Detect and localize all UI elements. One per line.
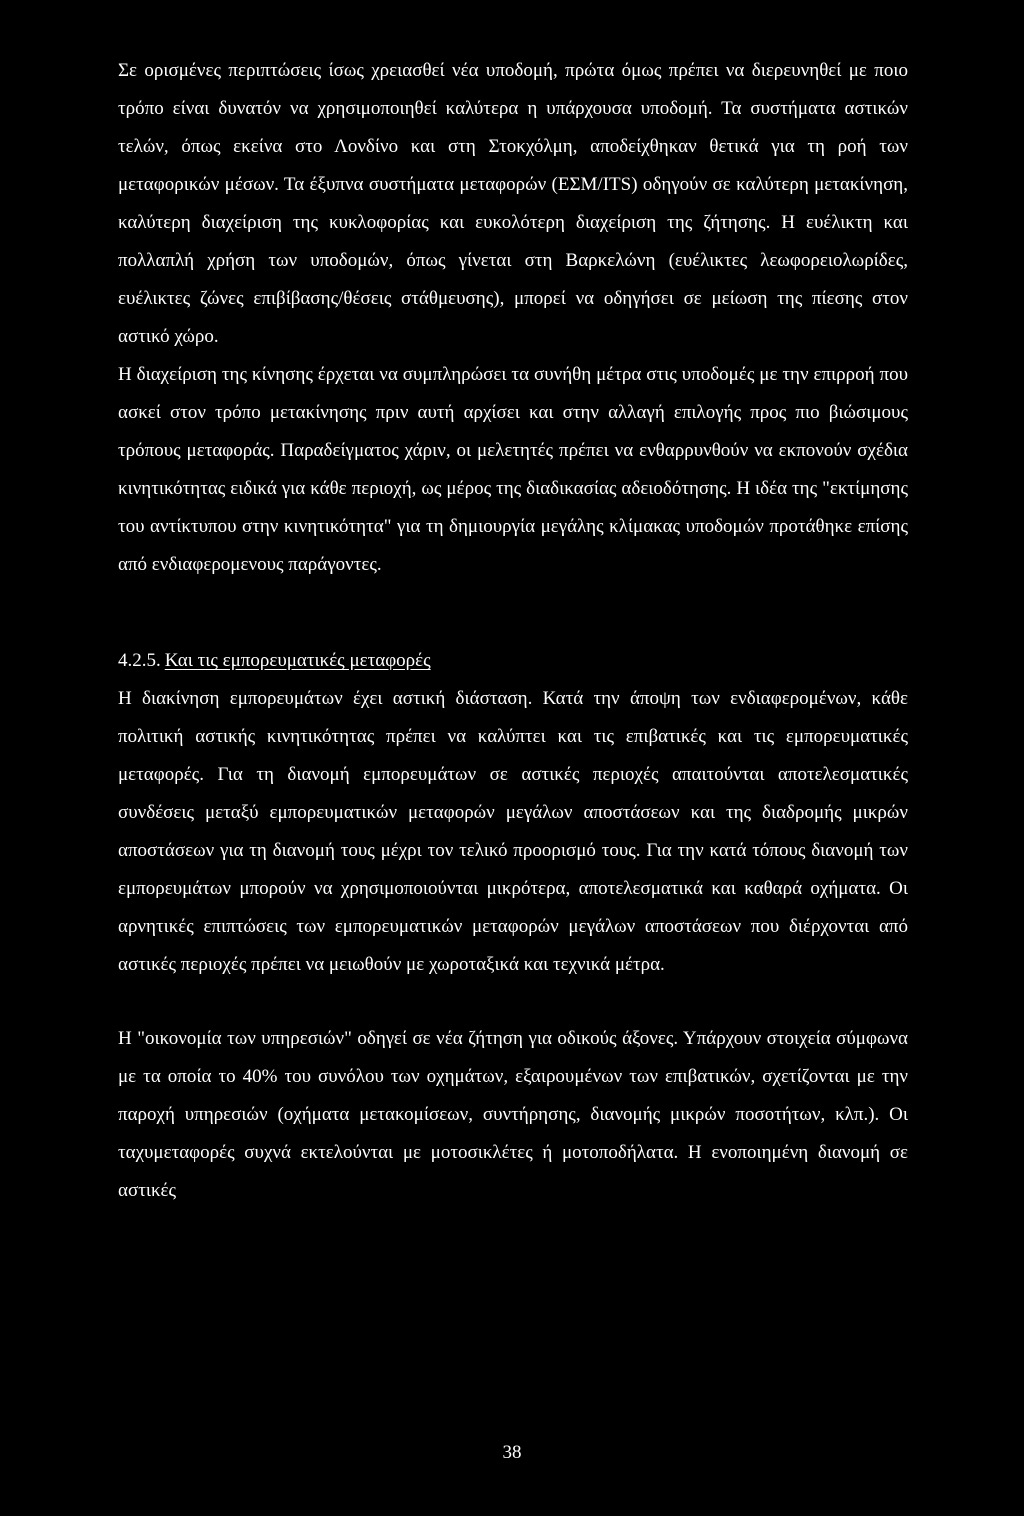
paragraph-traffic-management: Η διαχείριση της κίνησης έρχεται να συμπληρώσει τα συνήθη μέτρα στις υποδομές με την επιρροή που ασκεί στον τρόπο μετακίνησης πριν αυτή αρχίσει και στην αλλαγή επιλογής προς πιο βιώσιμους τρόπους μεταφοράς. Παραδείγματος χάριν, οι μελετητές πρέπει να ενθαρρυνθούν να εκπονούν σχέδια κινητικότητας ειδικά για κάθε περιοχή, ως μέρος της διαδικασίας αδειοδότησης. Η ιδέα της "εκτίμησης του αντίκτυπου στην κινητικότητα" για τη δημιουργία μεγάλης κλίμακας υποδομών προτάθηκε επίσης από ενδιαφερομενους παράγοντες. xyxy=(118,364,908,575)
section-heading xyxy=(118,642,908,680)
document-page xyxy=(118,52,908,1210)
paragraph-freight-transport: Η διακίνηση εμπορευμάτων έχει αστική διάσταση. Κατά την άποψη των ενδιαφερομένων, κάθε πολιτική αστικής κινητικότητας πρέπει να καλύπτει και τις επιβατικές και τις εμπορευματικές μεταφορές. Για τη διανομή εμπορευμάτων σε αστικές περιοχές απαιτούνται αποτελεσματικές συνδέσεις μεταξύ εμπορευματικών μεταφορών μεγάλων αποστάσεων και της διαδρομής μικρών αποστάσεων για τη διανομή τους μέχρι τον τελικό προορισμό τους. Για την κατά τόπους διανομή των εμπορευμάτων μπορούν να χρησιμοποιούνται μικρότερα, αποτελεσματικά και καθαρά οχήματα. Οι αρνητικές επιπτώσεις των εμπορευματικών μεταφορών μεγάλων αποστάσεων που διέρχονται από αστικές περιοχές πρέπει να μειωθούν με χωροταξικά και τεχνικά μέτρα. xyxy=(118,688,908,975)
paragraph-service-economy: Η "οικονομία των υπηρεσιών" οδηγεί σε νέα ζήτηση για οδικούς άξονες. Υπάρχουν στοιχεία σύμφωνα με τα οποία το 40% του συνόλου των οχημάτων, εξαιρουμένων των επιβατικών, σχετίζονται με την παροχή υπηρεσιών (οχήματα μετακομίσεων, συντήρησης, διανομής μικρών ποσοτήτων, κλπ.). Οι ταχυμεταφορές συχνά εκτελούνται με μοτοσικλέτες ή μοτοποδήλατα. Η ενοποιημένη διανομή σε αστικές xyxy=(118,1028,908,1201)
section-title: Και τις εμπορευματικές μεταφορές xyxy=(164,650,431,671)
page-number: 38 xyxy=(502,1442,522,1463)
paragraph-infrastructure: Σε ορισμένες περιπτώσεις ίσως χρειασθεί νέα υποδομή, πρώτα όμως πρέπει να διερευνηθεί με ποιο τρόπο είναι δυνατόν να χρησιμοποιηθεί καλύτερα η υπάρχουσα υποδομή. Τα συστήματα αστικών τελών, όπως εκείνα στο Λονδίνο και στη Στοκχόλμη, αποδείχθηκαν θετικά για τη ροή των μεταφορικών μέσων. Τα έξυπνα συστήματα μεταφορών (ΕΣΜ/ITS) οδηγούν σε καλύτερη μετακίνηση, καλύτερη διαχείριση της κυκλοφορίας και ευκολότερη διαχείριση της ζήτησης. Η ευέλικτη και πολλαπλή χρήση των υποδομών, όπως γίνεται στη Βαρκελώνη (ευέλικτες λεωφορειολωρίδες, ευέλικτες ζώνες επιβίβασης/θέσεις στάθμευσης), μπορεί να οδηγήσει σε μείωση της πίεσης στον αστικό χώρο. xyxy=(118,60,908,347)
section-number: 4.2.5. xyxy=(118,650,161,671)
